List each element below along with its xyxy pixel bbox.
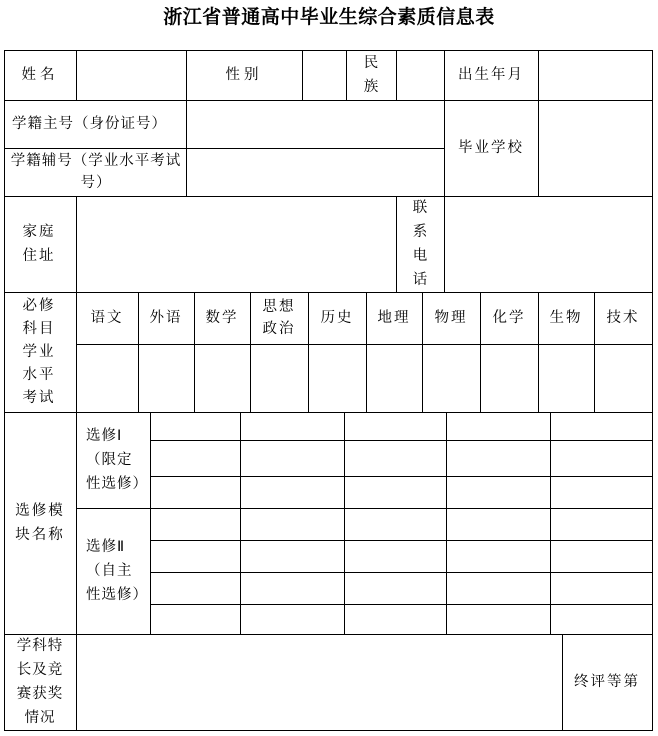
subject-header: 历史 <box>320 310 354 326</box>
grade-cell[interactable] <box>308 344 366 412</box>
grade-cell[interactable] <box>422 344 480 412</box>
elective-1-label: 选修Ⅰ（限定性选修） <box>86 428 148 492</box>
subject-header: 外语 <box>149 310 183 326</box>
grade-cell[interactable] <box>366 344 422 412</box>
page-title: 浙江省普通高中毕业生综合素质信息表 <box>163 6 495 28</box>
grade-cell[interactable] <box>194 344 250 412</box>
special-field[interactable] <box>76 634 562 730</box>
ethnicity-label: 民族 <box>363 55 379 95</box>
name-field[interactable] <box>76 50 186 100</box>
subject-header: 地理 <box>377 310 411 326</box>
subject-header: 技术 <box>606 310 640 326</box>
gender-label: 性别 <box>225 67 263 83</box>
grade-cell[interactable] <box>138 344 194 412</box>
phone-field[interactable] <box>444 196 652 292</box>
subject-header: 生物 <box>549 310 583 326</box>
subject-header: 物理 <box>434 310 468 326</box>
elective-2-label: 选修Ⅱ（自主性选修） <box>86 539 148 603</box>
aux-id-field[interactable] <box>186 148 444 196</box>
subject-header: 语文 <box>90 310 124 326</box>
main-id-label: 学籍主号（身份证号） <box>12 116 167 132</box>
address-label: 家庭住址 <box>22 224 56 264</box>
gender-field[interactable] <box>302 50 346 100</box>
subject-header: 化学 <box>492 310 526 326</box>
name-label: 姓名 <box>21 67 59 83</box>
grade-cell[interactable] <box>76 344 138 412</box>
school-label: 毕业学校 <box>458 140 524 156</box>
birth-field[interactable] <box>538 50 652 100</box>
school-field[interactable] <box>538 100 652 196</box>
grade-cell[interactable] <box>594 344 652 412</box>
birth-label: 出生年月 <box>458 67 524 83</box>
main-id-field[interactable] <box>186 100 444 148</box>
subject-header: 思想政治 <box>262 299 296 337</box>
subject-header: 数学 <box>205 310 239 326</box>
elective-name-label: 选修模块名称 <box>15 503 65 543</box>
grade-cell[interactable] <box>250 344 308 412</box>
special-label: 学科特长及竞赛获奖情况 <box>16 638 64 726</box>
phone-label: 联系电话 <box>412 200 428 288</box>
required-exam-label: 必修科目学业水平考试 <box>22 297 56 406</box>
final-rating-label: 终评等第 <box>574 674 640 690</box>
aux-id-label: 学籍辅号（学业水平考试号） <box>10 153 182 191</box>
grade-cell[interactable] <box>480 344 538 412</box>
grade-cell[interactable] <box>538 344 594 412</box>
address-field[interactable] <box>76 196 396 292</box>
ethnicity-field[interactable] <box>396 50 444 100</box>
